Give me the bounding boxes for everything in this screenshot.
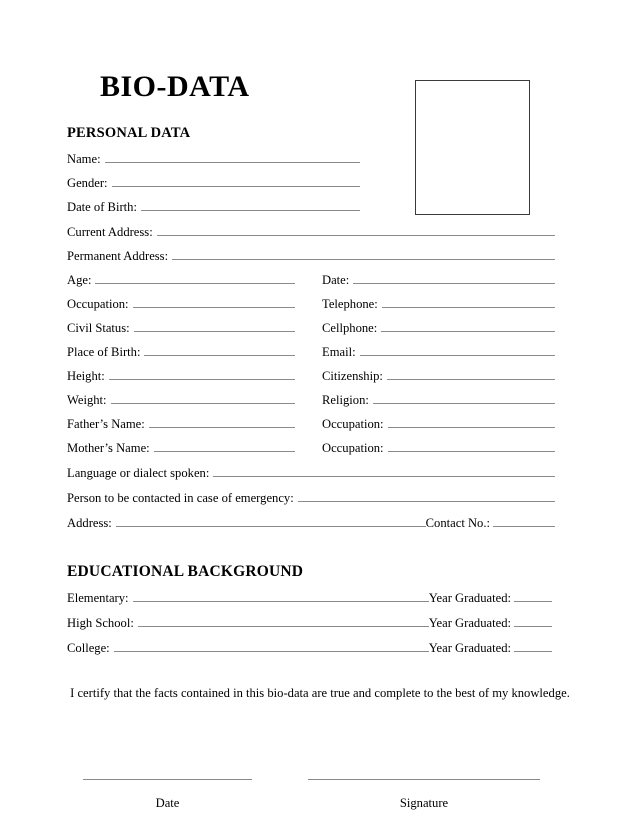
field-row-mothers-name[interactable] bbox=[67, 441, 295, 455]
field-row-date-of-birth[interactable] bbox=[67, 200, 360, 214]
field-label-language-spoken: Language or dialect spoken: bbox=[67, 466, 210, 480]
form-header bbox=[0, 0, 640, 150]
field-row-civil-status[interactable] bbox=[67, 321, 295, 335]
field-label-place-of-birth: Place of Birth: bbox=[67, 345, 141, 359]
field-label-high-school: High School: bbox=[67, 616, 134, 630]
page-title: BIO-DATA bbox=[100, 70, 250, 103]
field-input-high-school-year-graduated[interactable] bbox=[514, 616, 552, 627]
field-row-emergency-address-contact[interactable] bbox=[67, 516, 555, 530]
field-label-contact-no: Contact No.: bbox=[425, 516, 490, 530]
field-input-place-of-birth[interactable] bbox=[144, 345, 295, 356]
field-input-date-of-birth[interactable] bbox=[141, 200, 360, 211]
field-label-occupation: Occupation: bbox=[67, 297, 129, 311]
field-row-place-of-birth[interactable] bbox=[67, 345, 295, 359]
field-input-elementary[interactable] bbox=[133, 591, 429, 602]
field-label-height: Height: bbox=[67, 369, 105, 383]
field-input-fathers-occupation[interactable] bbox=[388, 417, 555, 428]
field-label-age: Age: bbox=[67, 273, 92, 287]
field-input-citizenship[interactable] bbox=[387, 369, 555, 380]
field-row-citizenship[interactable] bbox=[322, 369, 555, 383]
field-label-high-school-year-graduated: Year Graduated: bbox=[428, 616, 511, 630]
field-label-emergency-contact-person: Person to be contacted in case of emergency: bbox=[67, 491, 294, 505]
field-input-fathers-name[interactable] bbox=[149, 417, 295, 428]
field-label-date-of-birth: Date of Birth: bbox=[67, 200, 137, 214]
date-signature-line[interactable] bbox=[83, 779, 252, 780]
signature-caption: Signature bbox=[399, 796, 449, 810]
field-row-name[interactable] bbox=[67, 152, 360, 166]
field-row-cellphone[interactable] bbox=[322, 321, 555, 335]
signature-line[interactable] bbox=[308, 779, 540, 780]
field-input-height[interactable] bbox=[109, 369, 295, 380]
field-input-language-spoken[interactable] bbox=[213, 466, 555, 477]
date-caption: Date bbox=[155, 796, 180, 810]
field-label-mothers-occupation: Occupation: bbox=[322, 441, 384, 455]
field-row-fathers-occupation[interactable] bbox=[322, 417, 555, 431]
field-row-gender[interactable] bbox=[67, 176, 360, 190]
field-input-elementary-year-graduated[interactable] bbox=[514, 591, 552, 602]
field-label-religion: Religion: bbox=[322, 393, 369, 407]
personal-data-heading: PERSONAL DATA bbox=[67, 125, 191, 141]
field-label-cellphone: Cellphone: bbox=[322, 321, 378, 335]
field-label-weight: Weight: bbox=[67, 393, 107, 407]
field-label-emergency-address: Address: bbox=[67, 516, 112, 530]
field-input-gender[interactable] bbox=[112, 176, 360, 187]
field-row-email[interactable] bbox=[322, 345, 555, 359]
field-row-telephone[interactable] bbox=[322, 297, 555, 311]
field-row-height[interactable] bbox=[67, 369, 295, 383]
field-input-occupation[interactable] bbox=[133, 297, 295, 308]
field-input-emergency-contact-person[interactable] bbox=[298, 491, 555, 502]
educational-background-heading: EDUCATIONAL BACKGROUND bbox=[67, 563, 304, 580]
field-input-permanent-address[interactable] bbox=[172, 249, 555, 260]
field-label-elementary: Elementary: bbox=[67, 591, 129, 605]
field-row-college[interactable] bbox=[67, 641, 552, 655]
certification-statement: I certify that the facts contained in this bio-data are true and complete to the best of my knowledge. bbox=[70, 686, 570, 700]
field-input-weight[interactable] bbox=[111, 393, 295, 404]
field-label-name: Name: bbox=[67, 152, 101, 166]
field-input-age[interactable] bbox=[95, 273, 295, 284]
field-label-gender: Gender: bbox=[67, 176, 108, 190]
field-input-current-address[interactable] bbox=[157, 225, 555, 236]
field-label-mothers-name: Mother’s Name: bbox=[67, 441, 150, 455]
field-input-mothers-name[interactable] bbox=[154, 441, 295, 452]
field-input-emergency-address[interactable] bbox=[116, 516, 426, 527]
field-input-email[interactable] bbox=[360, 345, 555, 356]
field-input-civil-status[interactable] bbox=[134, 321, 295, 332]
field-label-current-address: Current Address: bbox=[67, 225, 153, 239]
field-label-fathers-name: Father’s Name: bbox=[67, 417, 145, 431]
field-row-language-spoken[interactable] bbox=[67, 466, 555, 480]
field-input-college[interactable] bbox=[114, 641, 429, 652]
field-row-emergency-contact-person[interactable] bbox=[67, 491, 555, 505]
field-label-college: College: bbox=[67, 641, 110, 655]
field-input-cellphone[interactable] bbox=[381, 321, 555, 332]
field-row-age[interactable] bbox=[67, 273, 295, 287]
field-row-religion[interactable] bbox=[322, 393, 555, 407]
field-input-high-school[interactable] bbox=[138, 616, 429, 627]
field-row-mothers-occupation[interactable] bbox=[322, 441, 555, 455]
field-input-religion[interactable] bbox=[373, 393, 555, 404]
field-label-fathers-occupation: Occupation: bbox=[322, 417, 384, 431]
photo-placeholder-box[interactable] bbox=[415, 80, 530, 215]
field-row-weight[interactable] bbox=[67, 393, 295, 407]
field-row-permanent-address[interactable] bbox=[67, 249, 555, 263]
field-label-civil-status: Civil Status: bbox=[67, 321, 130, 335]
field-input-date[interactable] bbox=[353, 273, 555, 284]
field-input-college-year-graduated[interactable] bbox=[514, 641, 552, 652]
field-input-mothers-occupation[interactable] bbox=[388, 441, 555, 452]
field-label-telephone: Telephone: bbox=[322, 297, 378, 311]
field-label-college-year-graduated: Year Graduated: bbox=[428, 641, 511, 655]
field-label-email: Email: bbox=[322, 345, 356, 359]
field-row-high-school[interactable] bbox=[67, 616, 552, 630]
field-input-telephone[interactable] bbox=[382, 297, 555, 308]
field-row-occupation[interactable] bbox=[67, 297, 295, 311]
field-label-citizenship: Citizenship: bbox=[322, 369, 383, 383]
field-input-contact-no[interactable] bbox=[493, 516, 555, 527]
field-label-date: Date: bbox=[322, 273, 350, 287]
field-row-fathers-name[interactable] bbox=[67, 417, 295, 431]
field-label-permanent-address: Permanent Address: bbox=[67, 249, 169, 263]
field-row-elementary[interactable] bbox=[67, 591, 552, 605]
field-row-current-address[interactable] bbox=[67, 225, 555, 239]
field-input-name[interactable] bbox=[105, 152, 360, 163]
field-label-elementary-year-graduated: Year Graduated: bbox=[428, 591, 511, 605]
field-row-date[interactable] bbox=[322, 273, 555, 287]
